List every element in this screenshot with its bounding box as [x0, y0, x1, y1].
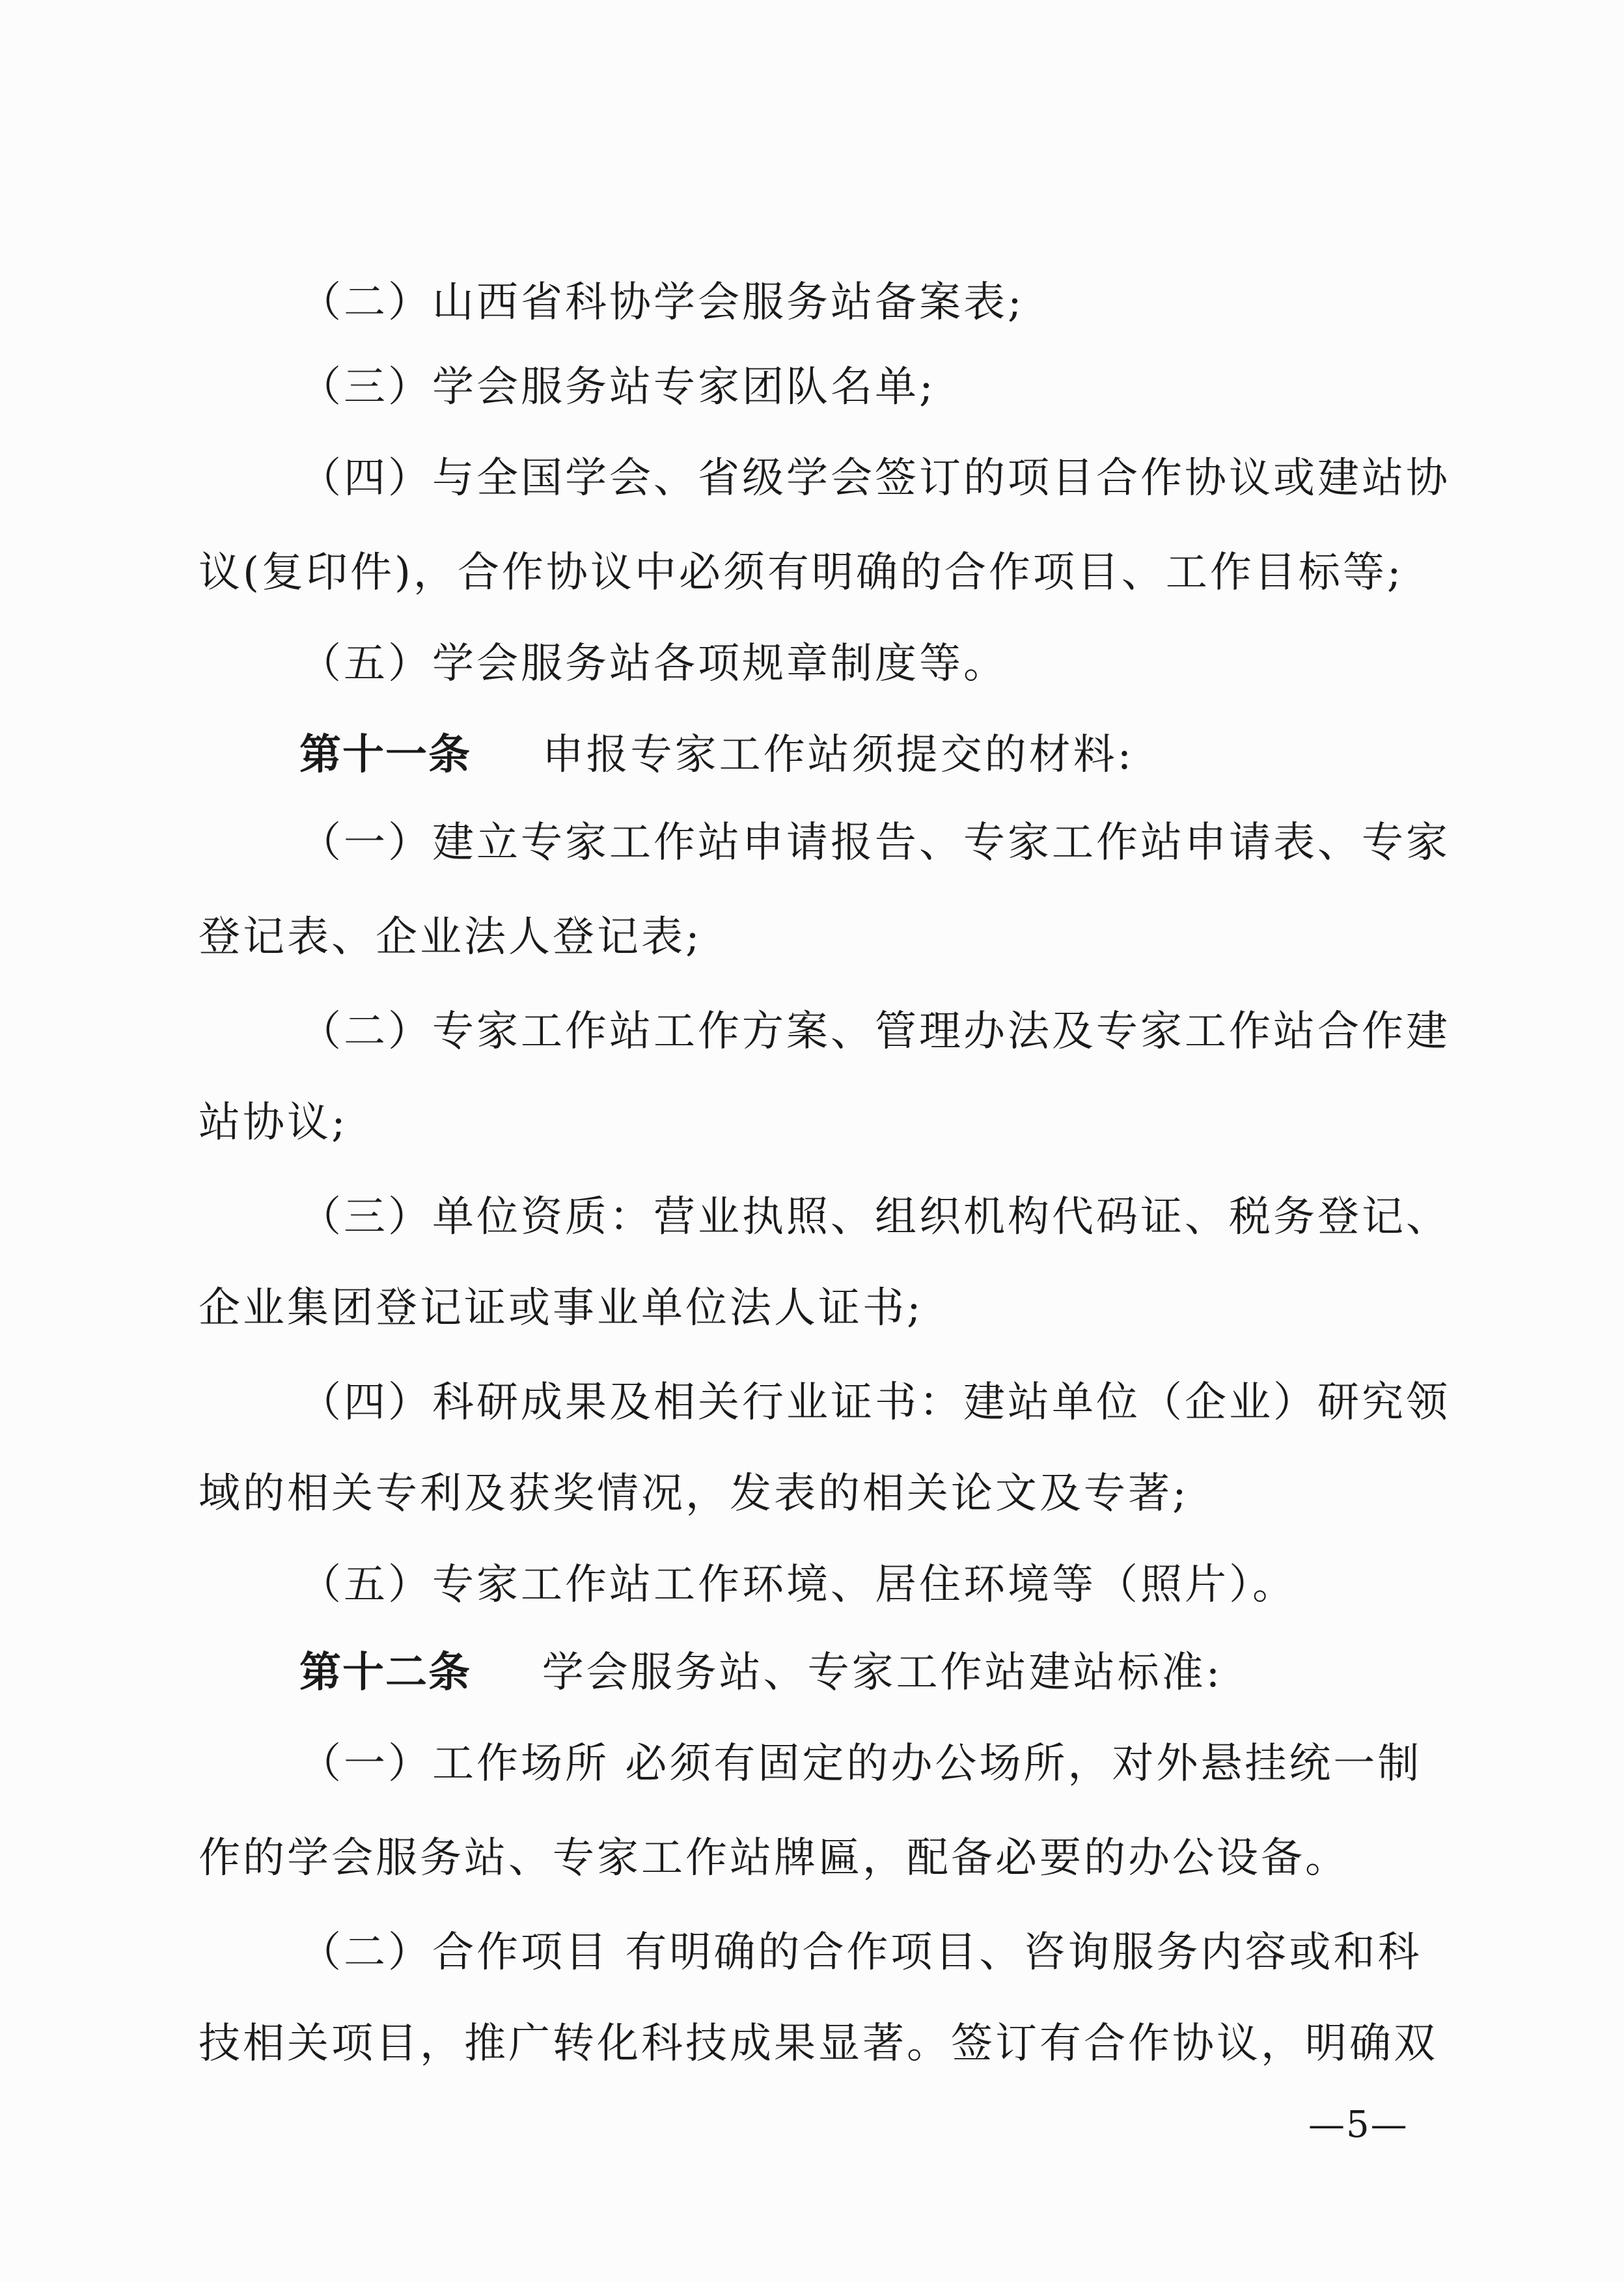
paragraph-line: （五）专家工作站工作环境、居住环境等（照片）。 [299, 1561, 1297, 1609]
paragraph-line: 技相关项目，推广转化科技成果显著。签订有合作协议，明确双 [199, 2020, 1438, 2068]
paragraph-line: （二）专家工作站工作方案、管理办法及专家工作站合作建 [299, 1008, 1450, 1056]
paragraph-line: （四）科研成果及相关行业证书：建站单位（企业）研究领 [299, 1379, 1450, 1427]
page-number: —5— [1308, 2104, 1409, 2146]
paragraph-line: 议(复印件)，合作协议中必须有明确的合作项目、工作目标等; [199, 549, 1404, 597]
paragraph-line: 登记表、企业法人登记表; [199, 913, 702, 961]
article-text: 申报专家工作站须提交的材料: [542, 731, 1135, 779]
paragraph-line: （四）与全国学会、省级学会签订的项目合作协议或建站协 [299, 454, 1450, 502]
paragraph-line: 站协议; [199, 1099, 348, 1147]
article-text: 学会服务站、专家工作站建站标准: [542, 1649, 1223, 1697]
paragraph-line: （三）单位资质：营业执照、组织机构代码证、税务登记、 [299, 1193, 1450, 1241]
paragraph-line: （一）建立专家工作站申请报告、专家工作站申请表、专家 [299, 819, 1450, 867]
paragraph-line: 域的相关专利及获奖情况，发表的相关论文及专著; [199, 1470, 1189, 1518]
paragraph-line: 作的学会服务站、专家工作站牌匾，配备必要的办公设备。 [199, 1834, 1349, 1882]
paragraph-line: （一）工作场所 必须有固定的办公场所，对外悬挂统一制 [299, 1740, 1422, 1788]
paragraph-line: （二）山西省科协学会服务站备案表; [299, 279, 1025, 327]
paragraph-line: （三）学会服务站专家团队名单; [299, 363, 936, 411]
article-heading: 第十一条 [299, 731, 471, 779]
paragraph-line: （五）学会服务站各项规章制度等。 [299, 640, 1008, 688]
paragraph-line: （二）合作项目 有明确的合作项目、咨询服务内容或和科 [299, 1929, 1422, 1977]
article-11 [0, 729, 1624, 781]
paragraph-line: 企业集团登记证或事业单位法人证书; [199, 1284, 924, 1332]
article-12 [0, 1647, 1624, 1699]
article-heading: 第十二条 [299, 1649, 471, 1697]
